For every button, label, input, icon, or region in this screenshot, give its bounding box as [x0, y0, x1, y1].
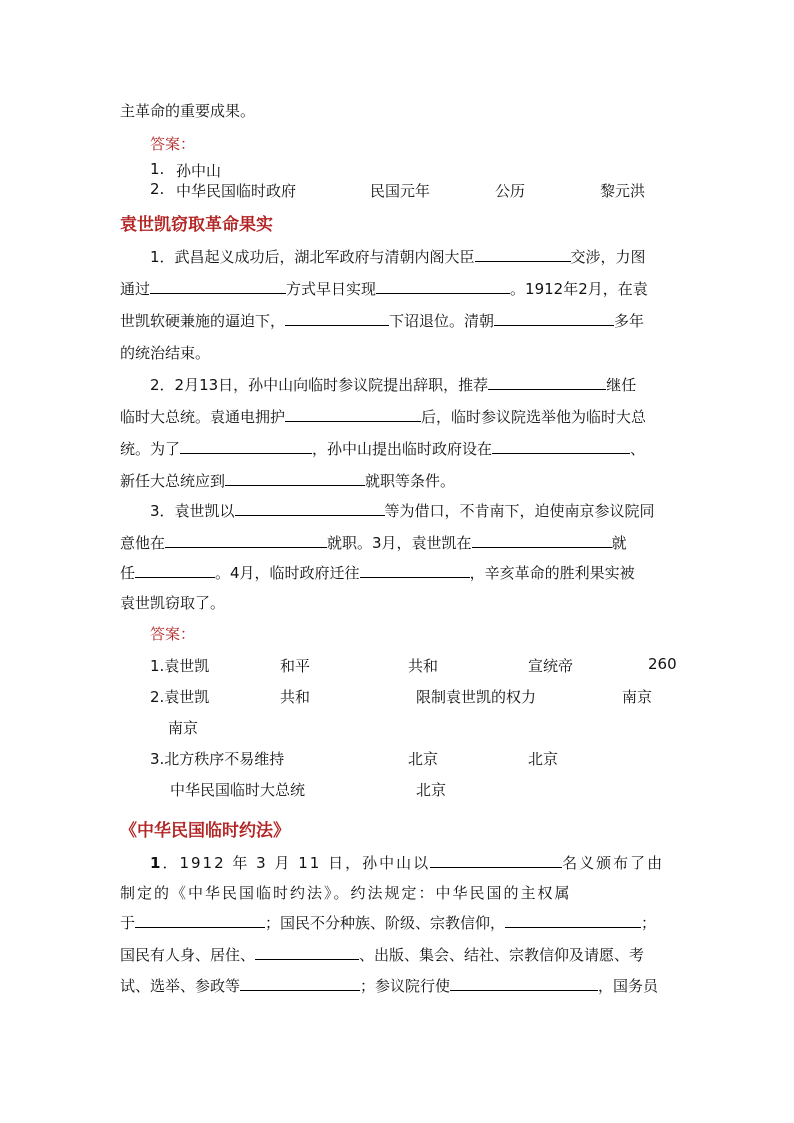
answer-item-2-num: 2. [150, 180, 165, 198]
text: 就职。3月，袁世凯在 [327, 534, 472, 552]
text: 统。为了 [120, 440, 181, 458]
text: ，辛亥革命的胜利果实被 [469, 564, 635, 582]
fill-blank[interactable] [475, 246, 571, 262]
q1-line-3 [120, 310, 644, 332]
fill-blank[interactable] [285, 406, 421, 422]
answer-r4-c2: 北京 [416, 781, 447, 799]
text: 通过 [120, 280, 151, 298]
fill-blank[interactable] [472, 532, 612, 548]
section-heading-constitution: 《中华民国临时约法》 [120, 821, 290, 841]
text: 于 [120, 914, 136, 932]
q2-line-3 [120, 438, 645, 460]
fill-blank[interactable] [225, 470, 365, 486]
text: 2．2月13日，孙中山向临时参议院提出辞职，推荐 [150, 376, 489, 394]
text: 等为借口，不肯南下，迫使南京参议院同 [384, 502, 655, 520]
answer-r3-c1: 3.北方秩序不易维持 [150, 750, 285, 768]
fill-blank[interactable] [430, 852, 562, 868]
answer-label: 答案： [150, 135, 196, 153]
text: ，孙中山提出临时政府设在 [312, 440, 493, 458]
intro-tail: 主革命的重要成果。 [120, 102, 256, 120]
answer-r2b: 南京 [168, 719, 199, 737]
text: 就 [611, 534, 627, 552]
section-heading-yuan: 袁世凯窃取革命果实 [120, 215, 273, 235]
text: 任 [120, 564, 136, 582]
answer-r4-c1: 中华民国临时大总统 [170, 781, 306, 799]
answer-r1-c1: 1.袁世凯 [150, 657, 210, 675]
answer-r1-c2: 和平 [280, 657, 311, 675]
fill-blank[interactable] [488, 374, 606, 390]
fill-blank[interactable] [135, 562, 215, 578]
q3-line-2 [120, 532, 627, 554]
fill-blank[interactable] [150, 278, 286, 294]
answer-item-2c: 公历 [495, 182, 526, 200]
q1-line-4: 的统治结束。 [120, 344, 211, 362]
fill-blank[interactable] [165, 532, 327, 548]
s3-q1-line-4 [120, 944, 644, 966]
answer-r2-c3: 限制袁世凯的权力 [416, 688, 537, 706]
q1-line-2 [120, 278, 648, 300]
answer-item-1-num: 1. [150, 160, 165, 178]
text: 就职等条件。 [365, 472, 456, 490]
text: 继任 [606, 376, 637, 394]
text: 方式早日实现 [286, 280, 377, 298]
text: 1 [150, 854, 163, 872]
q1-line-1 [150, 246, 646, 268]
text: 意他在 [120, 534, 166, 552]
text: 3．袁世凯以 [150, 502, 235, 520]
text: 1．武昌起义成功后，湖北军政府与清朝内阁大臣 [150, 248, 475, 266]
fill-blank[interactable] [180, 438, 312, 454]
answer-item-2a: 中华民国临时政府 [176, 182, 297, 200]
fill-blank[interactable] [450, 975, 598, 991]
text: 名义颁布了由 [562, 854, 665, 872]
text: ．1912 年 3 月 11 日，孙中山以 [162, 854, 431, 872]
text: 试、选举、参政等 [120, 977, 241, 995]
text: 临时大总统。袁通电拥护 [120, 408, 286, 426]
answer-r1-c3: 共和 [408, 657, 439, 675]
s3-q1-line-3 [120, 912, 656, 934]
fill-blank[interactable] [376, 278, 510, 294]
q3-line-1 [150, 500, 655, 522]
answer-label: 答案： [150, 625, 196, 643]
fill-blank[interactable] [505, 912, 641, 928]
s3-q1-line-5 [120, 975, 658, 997]
text: 国民有人身、居住、 [120, 946, 256, 964]
answer-r1-c5: 260 [648, 655, 677, 673]
q2-line-4 [120, 470, 455, 492]
text: 交涉，力图 [570, 248, 646, 266]
answer-r2-c4: 南京 [622, 688, 653, 706]
text: ； [641, 914, 657, 932]
q3-line-3 [120, 562, 635, 584]
fill-blank[interactable] [235, 500, 385, 516]
fill-blank[interactable] [255, 944, 359, 960]
fill-blank[interactable] [240, 975, 360, 991]
answer-r2-c2: 共和 [280, 688, 311, 706]
text: 世凯软硬兼施的逼迫下， [120, 312, 286, 330]
text: 。4月，临时政府迁往 [215, 564, 360, 582]
answer-item-2b: 民国元年 [370, 182, 431, 200]
text: 后，临时参议院选举他为临时大总 [421, 408, 647, 426]
answer-r1-c4: 宣统帝 [528, 657, 574, 675]
text: ；国民不分种族、阶级、宗教信仰， [265, 914, 506, 932]
fill-blank[interactable] [285, 310, 389, 326]
fill-blank[interactable] [360, 562, 470, 578]
answer-item-1: 孙中山 [176, 162, 222, 180]
text: 新任大总统应到 [120, 472, 226, 490]
s3-q1-line-1 [150, 852, 664, 874]
text: 。1912年2月，在袁 [510, 280, 648, 298]
fill-blank[interactable] [492, 438, 630, 454]
fill-blank[interactable] [135, 912, 265, 928]
answer-r3-c3: 北京 [528, 750, 559, 768]
q3-line-4: 袁世凯窃取了。 [120, 594, 226, 612]
s3-q1-line-2: 制定的《中华民国临时约法》。约法规定：中华民国的主权属 [120, 884, 572, 902]
fill-blank[interactable] [494, 310, 614, 326]
text: 下诏退位。清朝 [389, 312, 495, 330]
text: 多年 [614, 312, 645, 330]
text: ，国务员 [598, 977, 659, 995]
q2-line-2 [120, 406, 646, 428]
text: 、 [630, 440, 646, 458]
answer-item-2d: 黎元洪 [600, 182, 646, 200]
text: ；参议院行使 [360, 977, 451, 995]
answer-r2-c1: 2.袁世凯 [150, 688, 210, 706]
answer-r3-c2: 北京 [408, 750, 439, 768]
q2-line-1 [150, 374, 636, 396]
text: 、出版、集会、结社、宗教信仰及请愿、考 [359, 946, 645, 964]
